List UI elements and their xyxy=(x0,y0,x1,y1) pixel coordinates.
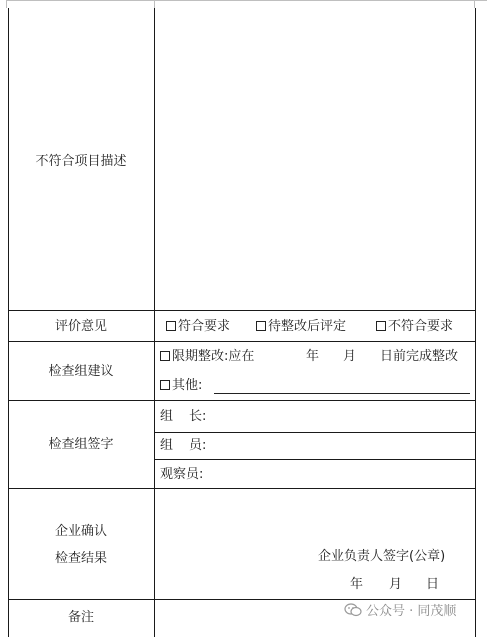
suggestion-other-option[interactable] xyxy=(160,378,202,394)
checkbox[interactable] xyxy=(160,380,170,390)
suggestion-deadline-option[interactable] xyxy=(160,349,254,365)
table-border-line xyxy=(154,459,476,460)
checkbox[interactable] xyxy=(376,321,386,331)
confirm-date-month: 月 xyxy=(389,577,403,592)
observer-signature-field[interactable]: 观察员: xyxy=(160,467,204,482)
table-border-line xyxy=(8,310,476,311)
deadline-text: 应在 xyxy=(228,349,255,364)
member-signature-field[interactable] xyxy=(160,438,206,454)
evaluation-label: 评价意见 xyxy=(54,319,107,334)
leader-label-suffix: 长: xyxy=(189,409,207,424)
wechat-icon xyxy=(344,603,362,617)
suggestion-label: 检查组建议 xyxy=(48,364,114,379)
signature-label: 检查组签字 xyxy=(48,437,114,452)
evaluation-option-rectify[interactable] xyxy=(256,319,346,335)
table-border-line xyxy=(8,400,476,401)
member-label: 组 xyxy=(160,438,174,453)
evaluation-option-conform[interactable] xyxy=(166,319,230,335)
leader-signature-field[interactable] xyxy=(160,409,206,425)
table-border-line xyxy=(475,8,476,637)
confirm-date-day: 日 xyxy=(426,577,440,592)
evaluation-option-nonconform[interactable] xyxy=(376,319,453,335)
option-label: 符合要求 xyxy=(178,319,231,334)
watermark-text: 公众号 · 同茂顺 xyxy=(366,604,457,619)
deadline-month-label: 月 xyxy=(343,349,357,364)
checkbox[interactable] xyxy=(256,321,266,331)
option-label: 限期整改: xyxy=(172,349,229,364)
owner-signature-label: 企业负责人签字(公章) xyxy=(318,549,446,564)
confirm-label-line1: 企业确认 xyxy=(54,524,107,539)
nonconformity-description-field[interactable] xyxy=(155,9,475,310)
option-label: 其他: xyxy=(172,378,203,393)
option-label: 不符合要求 xyxy=(388,319,454,334)
deadline-day-text: 日前完成整改 xyxy=(380,349,459,364)
table-border-line xyxy=(8,488,476,489)
confirm-label-line2: 检查结果 xyxy=(54,551,107,566)
member-label-suffix: 员: xyxy=(189,438,207,453)
remark-label: 备注 xyxy=(67,610,94,625)
watermark xyxy=(344,600,456,619)
table-border-line xyxy=(154,432,476,433)
table-border-line xyxy=(8,341,476,342)
option-label: 待整改后评定 xyxy=(268,319,347,334)
other-input-underline[interactable] xyxy=(214,393,470,394)
checkbox[interactable] xyxy=(166,321,176,331)
nonconformity-label: 不符合项目描述 xyxy=(35,154,127,169)
deadline-year-label: 年 xyxy=(306,349,320,364)
top-rule xyxy=(6,0,487,9)
checkbox[interactable] xyxy=(160,351,170,361)
confirm-date-year: 年 xyxy=(350,577,364,592)
leader-label: 组 xyxy=(160,409,174,424)
